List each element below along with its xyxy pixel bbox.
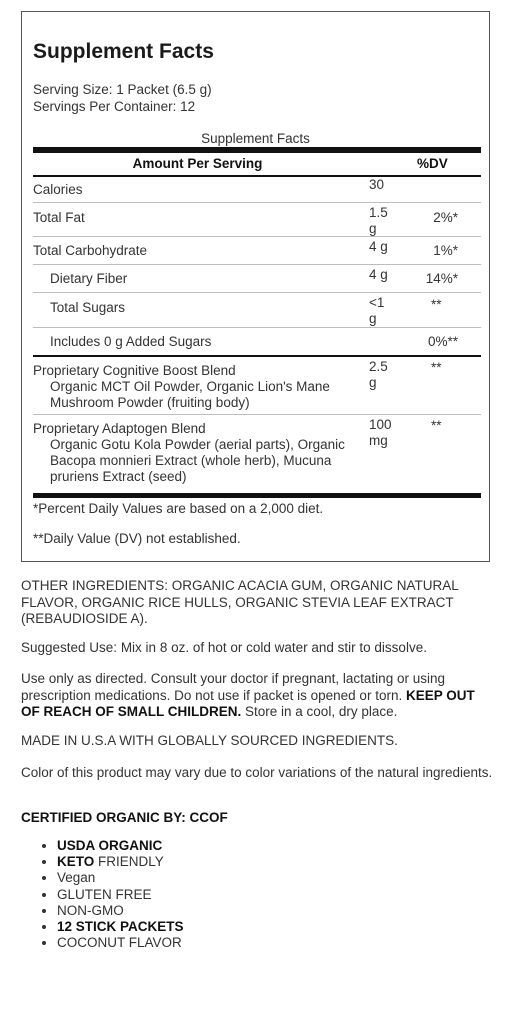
nutrient-dv: ** <box>431 297 442 312</box>
nutrient-dv: 2%* <box>433 210 458 225</box>
list-item <box>57 838 184 854</box>
nutrient-amount: 30 <box>369 177 385 192</box>
table-row <box>33 265 481 293</box>
nutrient-dv: 0%** <box>427 334 458 349</box>
list-item <box>57 870 184 886</box>
product-badges-list <box>21 838 184 951</box>
table-row <box>33 293 481 328</box>
blend-row <box>33 415 481 493</box>
nutrient-name: Calories <box>33 182 83 197</box>
blend-name: Proprietary Cognitive Boost Blend <box>33 363 236 378</box>
list-item <box>57 903 184 919</box>
nutrient-amount: 1.5 g <box>369 205 388 236</box>
nutrient-name: Total Sugars <box>50 300 126 315</box>
list-item <box>57 854 184 870</box>
color-note: Color of this product may vary due to color variations of the natural ingredients. <box>21 765 493 780</box>
list-item <box>57 935 184 951</box>
certified-organic: CERTIFIED ORGANIC BY: CCOF <box>21 810 228 825</box>
footnote-daily-value: *Percent Daily Values are based on a 2,000 diet. <box>33 501 324 516</box>
badge-bold: KETO <box>57 854 95 870</box>
blend-name: Proprietary Adaptogen Blend <box>33 421 206 436</box>
nutrient-amount: 4 g <box>369 239 388 254</box>
table-row <box>33 237 481 265</box>
badge-bold: 12 STICK PACKETS <box>57 919 184 935</box>
suggested-use: Suggested Use: Mix in 8 oz. of hot or cold water and stir to dissolve. <box>21 640 427 655</box>
blend-name-block <box>33 421 358 485</box>
nutrient-amount: 4 g <box>369 267 388 282</box>
facts-title: Supplement Facts <box>33 40 214 63</box>
servings-per-container: Servings Per Container: 12 <box>33 99 196 114</box>
nutrient-amount: <1 g <box>369 295 385 326</box>
warning-text: Use only as directed. Consult your doctor if pregnant, lactating or using prescription medications. Do not use if packet is opened or torn. <box>21 671 445 703</box>
nutrient-dv: 14%* <box>425 271 458 286</box>
badge-text: COCONUT FLAVOR <box>57 935 182 951</box>
table-row <box>33 328 481 357</box>
warning-bold: KEEP OUT OF REACH OF SMALL CHILDREN. <box>21 687 475 719</box>
badge-text: FRIENDLY <box>94 854 164 870</box>
blend-amount: 2.5 g <box>369 359 388 390</box>
made-in: MADE IN U.S.A WITH GLOBALLY SOURCED INGREDIENTS. <box>21 733 398 748</box>
nutrient-dv: 1%* <box>433 243 458 258</box>
warning-paragraph <box>21 671 496 721</box>
table-row <box>33 203 481 237</box>
nutrient-name: Dietary Fiber <box>50 271 128 286</box>
serving-size: Serving Size: 1 Packet (6.5 g) <box>33 82 212 97</box>
nutrient-name: Total Fat <box>33 210 85 225</box>
badge-bold: USDA ORGANIC <box>57 838 163 853</box>
list-item <box>57 919 184 935</box>
list-item <box>57 887 184 903</box>
header-dv: %DV <box>417 156 448 171</box>
badge-text: Vegan <box>57 870 96 886</box>
badge-text: GLUTEN FREE <box>57 886 152 902</box>
blend-dv: ** <box>431 360 442 375</box>
table-caption: Supplement Facts <box>201 131 310 146</box>
nutrient-name: Total Carbohydrate <box>33 243 148 258</box>
blend-dv: ** <box>431 418 442 433</box>
badge-text: NON-GMO <box>57 902 124 918</box>
other-ingredients: OTHER INGREDIENTS: ORGANIC ACACIA GUM, ORGANIC NATURAL FLAVOR, ORGANIC RICE HULLS, ORGANIC STEVIA LEAF EXTRACT (REBAUDIOSIDE A). <box>21 578 459 626</box>
blend-name-block <box>33 363 358 411</box>
blend-details: Organic Gotu Kola Powder (aerial parts), Organic Bacopa monnieri Extract (whole herb), Mucuna pruriens Extract (seed) <box>50 437 345 484</box>
warning-tail: Store in a cool, dry place. <box>245 704 398 719</box>
footnote-not-established: **Daily Value (DV) not established. <box>33 531 241 546</box>
blend-details: Organic MCT Oil Powder, Organic Lion's Mane Mushroom Powder (fruiting body) <box>50 379 330 410</box>
blend-amount: 100 mg <box>369 417 392 448</box>
header-amount: Amount Per Serving <box>132 156 263 171</box>
facts-table <box>33 147 481 498</box>
table-row <box>33 177 481 203</box>
nutrient-name: Includes 0 g Added Sugars <box>50 334 212 349</box>
supplement-facts-panel <box>21 11 490 562</box>
table-header <box>33 153 481 177</box>
blend-row <box>33 357 481 415</box>
